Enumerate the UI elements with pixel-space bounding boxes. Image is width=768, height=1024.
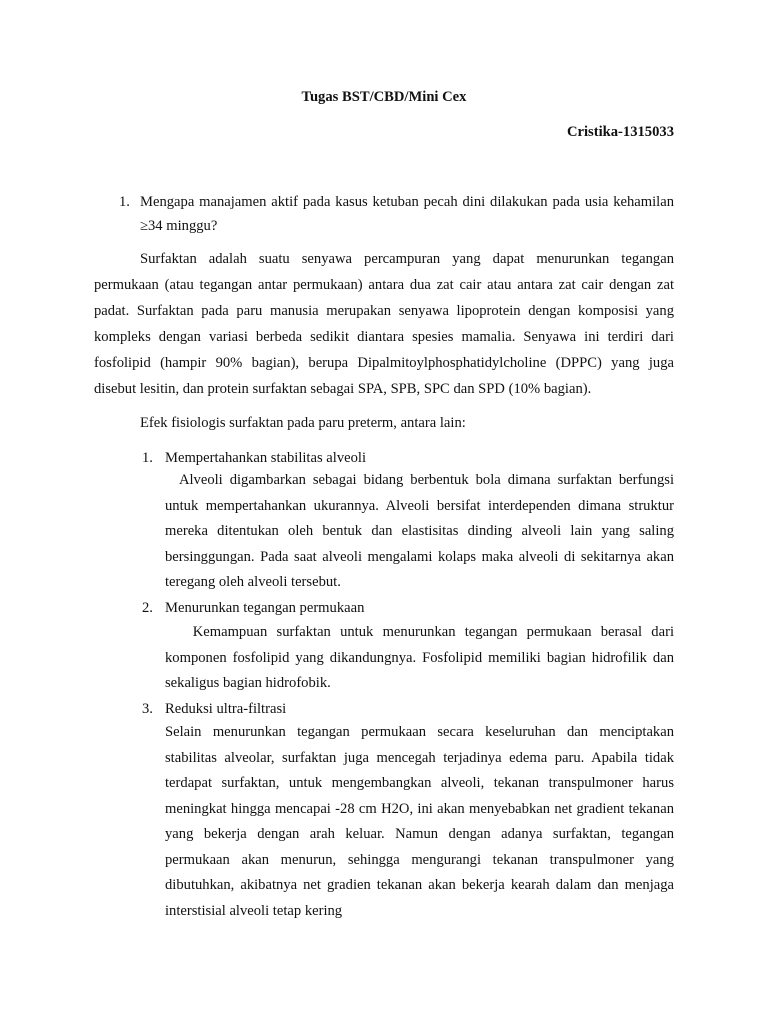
- list-item-body: Kemampuan surfaktan untuk menurunkan tegangan permukaan berasal dari komponen fosfolipid yang dikandungnya. Fosfolipid memiliki bagian hidrofilik dan sekaligus bagian hidrofobik.: [165, 624, 678, 691]
- question-number: 1.: [119, 194, 130, 210]
- list-item-title: Mempertahankan stabilitas alveoli: [165, 450, 367, 466]
- paragraph-surfaktan: Surfaktan adalah suatu senyawa percampuran yang dapat menurunkan tegangan permukaan (atau tegangan antar permukaan) antara dua zat cair atau antara zat cair dengan zat padat. Surfaktan pada paru manusia merupakan senyawa lipoprotein dengan komposisi yang kompleks dengan variasi berbeda sedikit diantara spesies mamalia. Senyawa ini terdiri dari fosfolipid (hampir 90% bagian), berupa Dipalmitoylphosphatidylcholine (DPPC) yang juga disebut lesitin, dan protein surfaktan sebagai SPA, SPB, SPC dan SPD (10% bagian).: [94, 251, 674, 397]
- list-item-title: Menurunkan tegangan permukaan: [165, 600, 365, 616]
- paragraph-efek: Efek fisiologis surfaktan pada paru preterm, antara lain:: [140, 415, 466, 431]
- list-item-number: 2.: [142, 600, 153, 616]
- list-item-number: 3.: [142, 701, 153, 717]
- list-item-body: Alveoli digambarkan sebagai bidang berbentuk bola dimana surfaktan berfungsi untuk mempertahankan ukurannya. Alveoli bersifat interdependen dimana struktur mereka ditentukan oleh bentuk dan elastisitas dinding alveoli lain yang saling bersinggungan. Pada saat alveoli mengalami kolaps maka alveoli di sekitarnya akan teregang oleh alveoli tersebut.: [165, 472, 678, 590]
- author-name: Cristika-1315033: [566, 124, 674, 140]
- question-text: Mengapa manajamen aktif pada kasus ketuban pecah dini dilakukan pada usia kehamilan ≥34 minggu?: [140, 194, 674, 234]
- list-item-number: 1.: [142, 450, 153, 466]
- list-item-body: Selain menurunkan tegangan permukaan secara keseluruhan dan menciptakan stabilitas alveolar, surfaktan juga mencegah terjadinya edema paru. Apabila tidak terdapat surfaktan, untuk mengembangkan alveoli, tekanan transpulmoner harus meningkat hingga mencapai -28 cm H2O, ini akan menyebabkan net gradient tekanan yang bekerja dengan arah keluar. Namun dengan adanya surfaktan, tegangan permukaan akan menurun, sehingga mengurangi tekanan transpulmoner yang dibutuhkan, akibatnya net gradien tekanan akan bekerja kearah dalam dan menjaga interstisial alveoli tetap kering: [165, 724, 674, 919]
- list-item-title: Reduksi ultra-filtrasi: [165, 701, 287, 717]
- document-title: Tugas BST/CBD/Mini Cex: [301, 89, 467, 105]
